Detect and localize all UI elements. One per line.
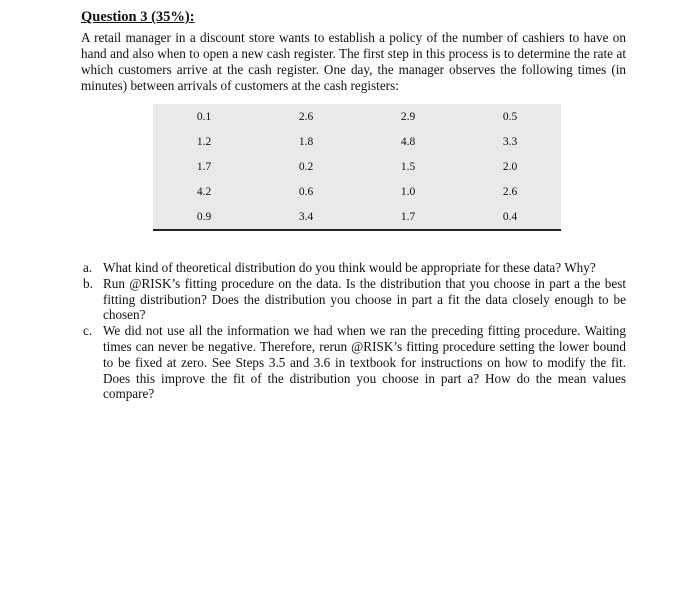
question-parts xyxy=(81,260,626,402)
table-cell: 0.4 xyxy=(502,210,518,223)
part-marker: b. xyxy=(83,275,93,291)
table-cell: 4.2 xyxy=(196,185,212,198)
question-intro: A retail manager in a discount store wants to establish a policy of the number of cashiers to have on hand and also when to open a new cash register. The first step in this process is to determine the rate at which customers arrive at the cash register. One day, the manager observes the following times (in minutes) between arrivals of customers at the cash registers: xyxy=(81,30,626,93)
table-cell: 2.9 xyxy=(400,110,416,123)
table-cell: 1.2 xyxy=(196,135,212,148)
question-title: Question 3 (35%): xyxy=(81,9,195,25)
table-cell: 1.0 xyxy=(400,185,416,198)
arrival-times-table xyxy=(153,104,561,231)
part-text: We did not use all the information we had when we ran the preceding fitting procedure. Waiting times can never be negative. Therefore, rerun @RISK’s fitting procedure setting the lower bound to be fixed at zero. See Steps 3.5 and 3.6 in textbook for instructions on how to modify the fit. Does this improve the fit of the distribution you choose in part a? How do the mean values compare? xyxy=(103,323,626,402)
question-part-a xyxy=(81,260,626,276)
table-cell: 0.6 xyxy=(298,185,314,198)
table-row xyxy=(153,154,561,179)
table-cell: 3.4 xyxy=(298,210,314,223)
table-cell: 1.7 xyxy=(400,210,416,223)
table-cell: 0.1 xyxy=(196,110,212,123)
table-cell: 2.6 xyxy=(298,110,314,123)
table-cell: 0.5 xyxy=(502,110,518,123)
table-cell: 1.7 xyxy=(196,160,212,173)
table-row xyxy=(153,129,561,154)
table-cell: 4.8 xyxy=(400,135,416,148)
table-row xyxy=(153,204,561,229)
part-text: Run @RISK’s fitting procedure on the data. Is the distribution that you choose in part a the best fitting distribution? Does the distribution you choose in part a fit the data closely enough to be chosen? xyxy=(103,275,626,323)
table-cell: 1.5 xyxy=(400,160,416,173)
table-cell: 2.0 xyxy=(502,160,518,173)
table-cell: 2.6 xyxy=(502,185,518,198)
table-cell: 0.2 xyxy=(298,160,314,173)
document-page xyxy=(81,8,626,402)
table-cell: 0.9 xyxy=(196,210,212,223)
question-part-c xyxy=(81,323,626,402)
question-part-b xyxy=(81,276,626,323)
table-cell: 1.8 xyxy=(298,135,314,148)
part-text: What kind of theoretical distribution do you think would be appropriate for these data? Why? xyxy=(103,260,596,275)
part-marker: c. xyxy=(83,323,93,339)
table-row xyxy=(153,179,561,204)
part-marker: a. xyxy=(83,260,93,275)
table-row xyxy=(153,104,561,129)
table-cell: 3.3 xyxy=(502,135,518,148)
